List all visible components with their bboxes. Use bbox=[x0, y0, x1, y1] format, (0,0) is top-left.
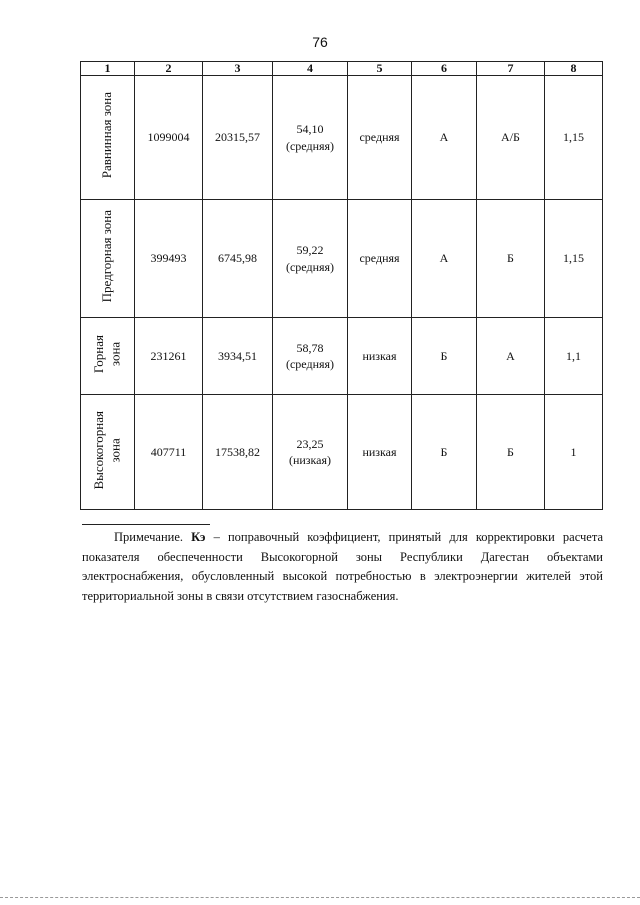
table-row bbox=[81, 318, 603, 395]
table-cell: низкая bbox=[348, 395, 412, 510]
column-header: 3 bbox=[203, 62, 273, 76]
table-cell: Б bbox=[477, 395, 545, 510]
table-cell: 1,15 bbox=[545, 200, 603, 318]
table-cell: 1,15 bbox=[545, 76, 603, 200]
coefficient-symbol: Кэ bbox=[191, 530, 206, 544]
page-edge-line bbox=[0, 897, 640, 898]
table-row bbox=[81, 395, 603, 510]
table-cell: А bbox=[412, 76, 477, 200]
table-cell: 3934,51 bbox=[203, 318, 273, 395]
table-cell: 58,78 (средняя) bbox=[273, 318, 348, 395]
zone-label: Предгорная зона bbox=[99, 210, 115, 303]
table-cell: А/Б bbox=[477, 76, 545, 200]
table-cell: средняя bbox=[348, 200, 412, 318]
zone-cell bbox=[81, 200, 135, 318]
table-cell: 6745,98 bbox=[203, 200, 273, 318]
table-row bbox=[81, 200, 603, 318]
zone-label: Высокогорная зона bbox=[91, 410, 123, 490]
column-header: 8 bbox=[545, 62, 603, 76]
table-cell: низкая bbox=[348, 318, 412, 395]
column-header: 2 bbox=[135, 62, 203, 76]
column-header: 7 bbox=[477, 62, 545, 76]
zone-cell bbox=[81, 318, 135, 395]
table-cell: 399493 bbox=[135, 200, 203, 318]
column-header: 4 bbox=[273, 62, 348, 76]
table-cell: 231261 bbox=[135, 318, 203, 395]
footnote-divider bbox=[82, 524, 210, 525]
table-cell: Б bbox=[477, 200, 545, 318]
zone-cell bbox=[81, 395, 135, 510]
table-cell: А bbox=[477, 318, 545, 395]
column-header: 6 bbox=[412, 62, 477, 76]
zone-cell bbox=[81, 76, 135, 200]
table-header-row bbox=[81, 62, 603, 76]
table-cell: А bbox=[412, 200, 477, 318]
column-header: 1 bbox=[81, 62, 135, 76]
table-row bbox=[81, 76, 603, 200]
table-cell: средняя bbox=[348, 76, 412, 200]
table-cell: Б bbox=[412, 395, 477, 510]
table-cell: 59,22 (средняя) bbox=[273, 200, 348, 318]
table-cell: Б bbox=[412, 318, 477, 395]
table-cell: 54,10 (средняя) bbox=[273, 76, 348, 200]
zone-label: Равнинная зона bbox=[99, 92, 115, 179]
table-cell: 17538,82 bbox=[203, 395, 273, 510]
page-number: 76 bbox=[312, 34, 328, 50]
column-header: 5 bbox=[348, 62, 412, 76]
table-cell: 407711 bbox=[135, 395, 203, 510]
table-cell: 1099004 bbox=[135, 76, 203, 200]
table-cell: 1 bbox=[545, 395, 603, 510]
table-cell: 20315,57 bbox=[203, 76, 273, 200]
table-cell: 1,1 bbox=[545, 318, 603, 395]
footnote bbox=[82, 528, 603, 606]
note-prefix: Примечание. bbox=[114, 530, 184, 544]
note-text: – поправочный коэффициент, принятый для корректировки расчета показателя обеспеченности Высокогорной зоны Республики Дагестан объектами электроснабжения, обусловленный высокой потребностью в электроэнергии жителей этой территориальной зоны в связи отсутствием газоснабжения. bbox=[82, 530, 604, 603]
zones-table bbox=[80, 61, 603, 510]
zone-label: Горная зона bbox=[91, 334, 123, 373]
table-cell: 23,25 (низкая) bbox=[273, 395, 348, 510]
